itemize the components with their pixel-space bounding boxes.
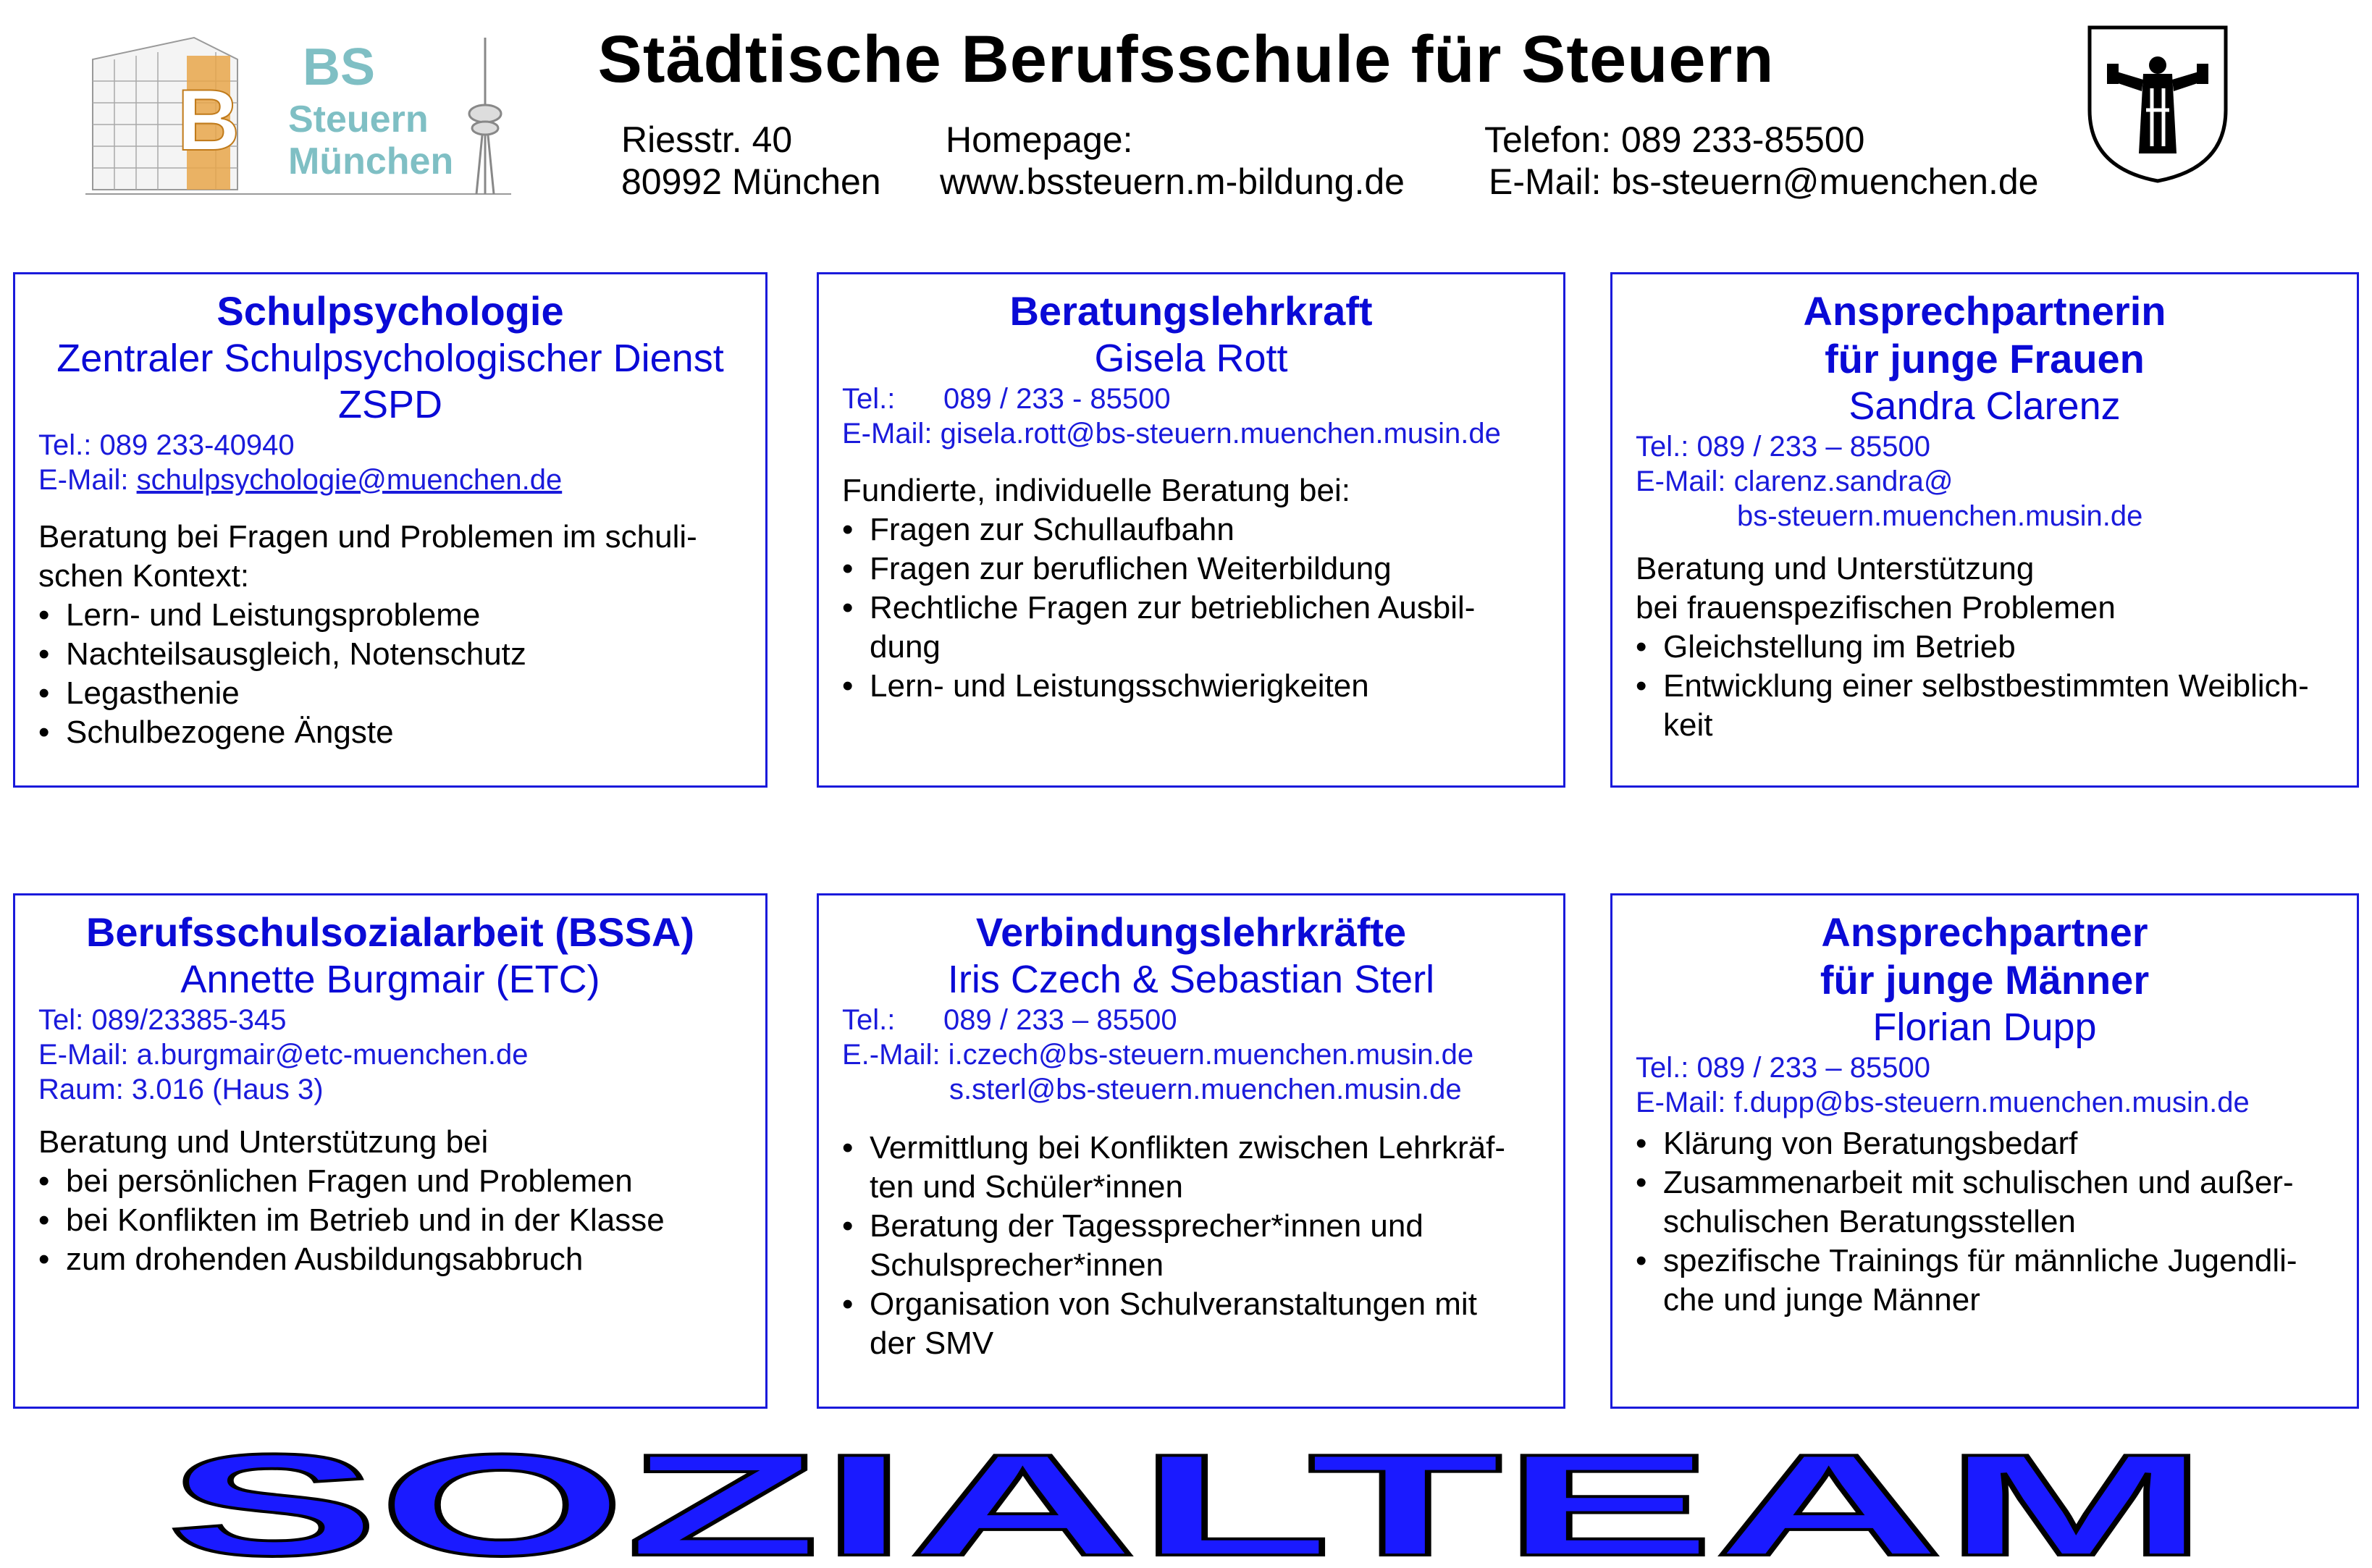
list-item: • Nachteilsausgleich, Notenschutz	[38, 635, 742, 674]
card-title: Schulpsychologie	[216, 288, 564, 334]
school-title: Städtische Berufsschule für Steuern	[597, 22, 1775, 96]
list-item: • Zusammenarbeit mit schulischen und außer- schulischen Beratungsstellen	[1636, 1163, 2334, 1242]
email: E-Mail: schulpsychologie@muenchen.de	[38, 464, 563, 496]
svg-text:BS: BS	[303, 38, 376, 96]
topic-list	[842, 1129, 1540, 1363]
card-title: Beratungslehrkraft	[1009, 288, 1373, 334]
card-title: Ansprechpartner	[1821, 909, 2148, 955]
email[interactable]: E-Mail: clarenz.sandra@	[1636, 465, 1953, 497]
list-item: • Klärung von Beratungsbedarf	[1636, 1124, 2334, 1163]
svg-text:B: B	[177, 72, 240, 169]
card-verbindungslehrkraefte	[817, 893, 1565, 1409]
phone: Tel.: 089 / 233 - 85500	[842, 383, 1171, 415]
svg-text:Steuern: Steuern	[288, 98, 429, 140]
list-item: • Lern- und Leistungsprobleme	[38, 596, 742, 635]
phone: Tel.: 089 233-40940	[38, 429, 295, 461]
contact-name: Annette Burgmair (ETC)	[180, 958, 600, 1001]
sozialteam-banner	[145, 1433, 2230, 1568]
list-item: • Fragen zur beruflichen Weiterbildung	[842, 549, 1540, 589]
phone: Tel.: 089 / 233 – 85500	[842, 1004, 1177, 1036]
card-bssa	[13, 893, 767, 1409]
homepage-link[interactable]: www.bssteuern.m-bildung.de	[940, 161, 1405, 202]
email[interactable]: E-Mail: a.burgmair@etc-muenchen.de	[38, 1039, 529, 1071]
topic-list	[38, 596, 742, 752]
email[interactable]: E-Mail: gisela.rott@bs-steuern.muenchen.musin.de	[842, 418, 1501, 450]
svg-text:München: München	[288, 140, 454, 182]
card-junge-frauen	[1610, 272, 2359, 788]
card-title: für junge Frauen	[1825, 336, 2145, 382]
card-title: Ansprechpartnerin	[1803, 288, 2166, 334]
address	[621, 119, 881, 203]
list-item: • bei Konflikten im Betrieb und in der Klasse	[38, 1201, 742, 1240]
card-beratungslehrkraft	[817, 272, 1565, 788]
card-title: Verbindungslehrkräfte	[975, 909, 1407, 955]
list-item: • Beratung der Tagessprecher*innen und Schulsprecher*innen	[842, 1207, 1540, 1285]
list-item: • Vermittlung bei Konflikten zwischen Lehrkräf- ten und Schüler*innen	[842, 1129, 1540, 1207]
topic-list	[1636, 1124, 2334, 1320]
email[interactable]: E-Mail: bs-steuern@muenchen.de	[1489, 161, 2039, 202]
list-item: • zum drohenden Ausbildungsabbruch	[38, 1240, 742, 1279]
phone: Tel.: 089 / 233 – 85500	[1636, 431, 1930, 463]
contact-name: Sandra Clarenz	[1849, 384, 2121, 428]
email-link[interactable]: schulpsychologie@muenchen.de	[136, 464, 563, 496]
banner-text: SOZIALTEAM	[167, 1433, 2208, 1568]
contact-name: Gisela Rott	[1094, 337, 1288, 380]
topic-list	[38, 1162, 742, 1279]
intro-line: schen Kontext:	[38, 558, 250, 594]
munich-coat-of-arms-icon	[2085, 23, 2230, 185]
city: 80992 München	[621, 161, 881, 202]
card-schulpsychologie	[13, 272, 767, 788]
contact	[1484, 119, 2038, 203]
phone: Telefon: 089 233-85500	[1484, 119, 1865, 160]
card-subtitle-abbr: ZSPD	[337, 383, 443, 426]
contact-name: Iris Czech & Sebastian Sterl	[947, 958, 1435, 1001]
list-item: • Entwicklung einer selbstbestimmten Weiblich- keit	[1636, 667, 2334, 745]
list-item: • Legasthenie	[38, 674, 742, 713]
homepage-label: Homepage:	[946, 119, 1133, 160]
intro-line: Beratung und Unterstützung	[1636, 551, 2035, 586]
email-second[interactable]: s.sterl@bs-steuern.muenchen.musin.de	[949, 1074, 1462, 1105]
intro-line: Fundierte, individuelle Beratung bei:	[842, 473, 1351, 508]
homepage	[940, 119, 1405, 203]
list-item: • bei persönlichen Fragen und Problemen	[38, 1162, 742, 1201]
list-item: • Lern- und Leistungsschwierigkeiten	[842, 667, 1540, 706]
list-item: • Rechtliche Fragen zur betrieblichen Ausbil- dung	[842, 589, 1540, 667]
room: Raum: 3.016 (Haus 3)	[38, 1074, 324, 1105]
intro-line: bei frauenspezifischen Problemen	[1636, 590, 2116, 625]
phone: Tel: 089/23385-345	[38, 1004, 287, 1036]
topic-list	[842, 510, 1540, 706]
card-junge-maenner	[1610, 893, 2359, 1409]
list-item: • spezifische Trainings für männliche Jugendli- che und junge Männer	[1636, 1242, 2334, 1320]
intro-line: Beratung und Unterstützung bei	[38, 1124, 489, 1160]
list-item: • Organisation von Schulveranstaltungen mit der SMV	[842, 1285, 1540, 1363]
street: Riesstr. 40	[621, 119, 793, 160]
list-item: • Schulbezogene Ängste	[38, 713, 742, 752]
card-title: Berufsschulsozialarbeit (BSSA)	[85, 909, 695, 955]
contact-name: Florian Dupp	[1872, 1006, 2097, 1049]
list-item: • Fragen zur Schullaufbahn	[842, 510, 1540, 549]
card-subtitle: Zentraler Schulpsychologischer Dienst	[56, 337, 724, 380]
email[interactable]: E.-Mail: i.czech@bs-steuern.muenchen.musin.de	[842, 1039, 1474, 1071]
card-title: für junge Männer	[1820, 957, 2150, 1003]
topic-list	[1636, 628, 2334, 745]
list-item: • Gleichstellung im Betrieb	[1636, 628, 2334, 667]
email-continued[interactable]: bs-steuern.muenchen.musin.de	[1737, 500, 2143, 532]
intro-line: Beratung bei Fragen und Problemen im schuli-	[38, 519, 697, 555]
phone: Tel.: 089 / 233 – 85500	[1636, 1052, 1930, 1084]
email[interactable]: E-Mail: f.dupp@bs-steuern.muenchen.musin.de	[1636, 1087, 2250, 1118]
